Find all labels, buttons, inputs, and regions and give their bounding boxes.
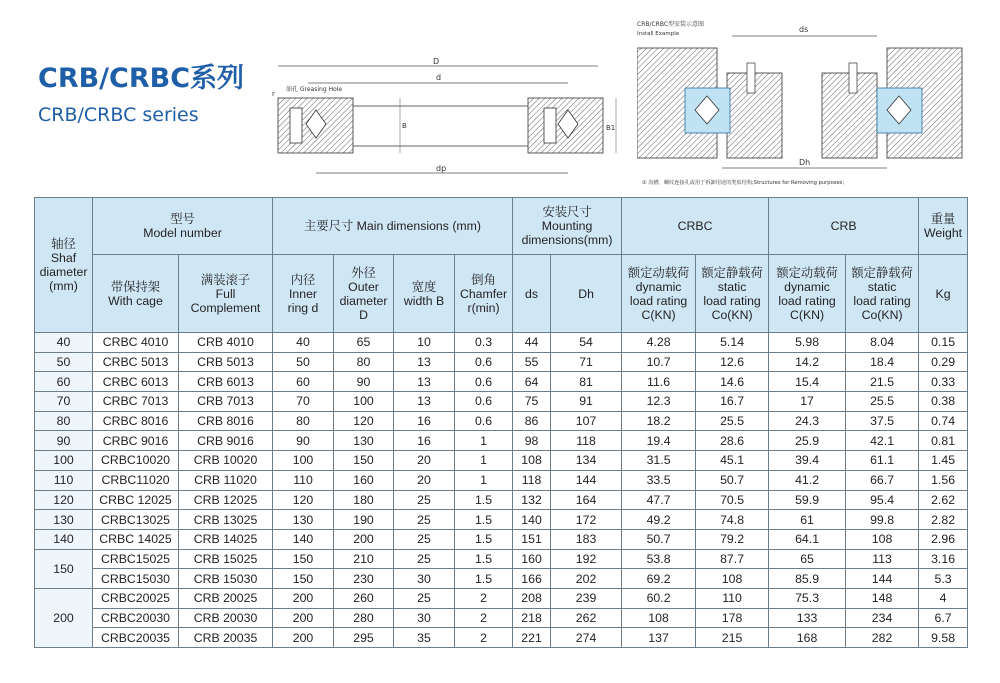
cell-shaft: 140 — [35, 529, 93, 549]
cell-crbc-c: 11.6 — [622, 372, 696, 392]
cell-crb-c: 75.3 — [769, 588, 846, 608]
cell-d: 110 — [273, 470, 334, 490]
cell-r: 1 — [455, 470, 513, 490]
label-r: r — [272, 90, 275, 98]
cell-crbc-co: 108 — [696, 569, 769, 589]
cell-crb-c: 15.4 — [769, 372, 846, 392]
install-caption-en: Install Example — [637, 31, 680, 37]
cell-d: 230 — [334, 569, 394, 589]
table-row — [35, 529, 968, 549]
cell-crb-co: 21.5 — [846, 372, 919, 392]
cell-kg: 2.82 — [919, 510, 968, 530]
cell-crb-c: 65 — [769, 549, 846, 569]
cell-cage: CRBC20025 — [93, 588, 179, 608]
cell-d: 200 — [273, 608, 334, 628]
cell-dh: 81 — [551, 372, 622, 392]
cell-full: CRB 20030 — [179, 608, 273, 628]
cell-crb-c: 25.9 — [769, 431, 846, 451]
cell-crb-c: 14.2 — [769, 352, 846, 372]
header-mounting-dimensions: 安装尺寸 Mounting dimensions(mm) — [513, 198, 622, 255]
cell-b: 25 — [394, 510, 455, 530]
cell-d: 200 — [334, 529, 394, 549]
cell-r: 0.3 — [455, 333, 513, 353]
cell-crbc-c: 10.7 — [622, 352, 696, 372]
table-row — [35, 411, 968, 431]
table-row — [35, 372, 968, 392]
header-weight: 重量 Weight — [919, 198, 968, 255]
cell-crbc-c: 31.5 — [622, 451, 696, 471]
cell-ds: 98 — [513, 431, 551, 451]
header-width: 宽度 width B — [394, 255, 455, 333]
label-dp: dp — [436, 164, 447, 173]
cell-d: 120 — [334, 411, 394, 431]
cell-dh: 71 — [551, 352, 622, 372]
cell-crb-c: 5.98 — [769, 333, 846, 353]
cell-cage: CRBC15025 — [93, 549, 179, 569]
cell-ds: 160 — [513, 549, 551, 569]
cell-full: CRB 7013 — [179, 392, 273, 412]
cell-d: 150 — [334, 451, 394, 471]
cell-crbc-co: 87.7 — [696, 549, 769, 569]
cell-cage: CRBC 5013 — [93, 352, 179, 372]
cell-d: 80 — [334, 352, 394, 372]
cell-crbc-c: 137 — [622, 628, 696, 648]
header-model-number: 型号 Model number — [93, 198, 273, 255]
table-row — [35, 588, 968, 608]
cell-d: 130 — [334, 431, 394, 451]
cell-crbc-co: 16.7 — [696, 392, 769, 412]
cell-crb-c: 133 — [769, 608, 846, 628]
cell-b: 35 — [394, 628, 455, 648]
cell-crb-co: 148 — [846, 588, 919, 608]
page-title: CRB/CRBC系列 — [38, 63, 245, 94]
cell-crbc-co: 25.5 — [696, 411, 769, 431]
cell-r: 1 — [455, 451, 513, 471]
cell-crb-c: 41.2 — [769, 470, 846, 490]
cell-kg: 2.62 — [919, 490, 968, 510]
cell-d: 280 — [334, 608, 394, 628]
cell-shaft: 70 — [35, 392, 93, 412]
table-row — [35, 352, 968, 372]
cell-crbc-co: 178 — [696, 608, 769, 628]
header-chamfer: 倒角 Chamfer r(min) — [455, 255, 513, 333]
cell-r: 2 — [455, 588, 513, 608]
cell-crbc-co: 70.5 — [696, 490, 769, 510]
table-row — [35, 510, 968, 530]
cell-dh: 164 — [551, 490, 622, 510]
header-dh: Dh — [551, 255, 622, 333]
cell-b: 25 — [394, 490, 455, 510]
cell-shaft: 90 — [35, 431, 93, 451]
cell-d: 200 — [273, 628, 334, 648]
header-inner-ring: 内径 Inner ring d — [273, 255, 334, 333]
cell-cage: CRBC20035 — [93, 628, 179, 648]
header-crb: CRB — [769, 198, 919, 255]
cell-ds: 108 — [513, 451, 551, 471]
cell-crbc-c: 49.2 — [622, 510, 696, 530]
cell-ds: 221 — [513, 628, 551, 648]
cell-crb-co: 42.1 — [846, 431, 919, 451]
cell-shaft: 110 — [35, 470, 93, 490]
cell-full: CRB 6013 — [179, 372, 273, 392]
cell-crb-c: 24.3 — [769, 411, 846, 431]
cell-r: 1.5 — [455, 510, 513, 530]
cell-d: 40 — [273, 333, 334, 353]
cell-d: 210 — [334, 549, 394, 569]
label-D: D — [433, 58, 440, 66]
header-crbc: CRBC — [622, 198, 769, 255]
cell-r: 0.6 — [455, 392, 513, 412]
cell-crbc-c: 60.2 — [622, 588, 696, 608]
cell-ds: 55 — [513, 352, 551, 372]
cell-shaft: 50 — [35, 352, 93, 372]
cell-r: 2 — [455, 608, 513, 628]
cell-ds: 64 — [513, 372, 551, 392]
cell-crbc-c: 47.7 — [622, 490, 696, 510]
cell-kg: 9.58 — [919, 628, 968, 648]
table-row — [35, 451, 968, 471]
header-full-complement: 满装滚子 Full Complement — [179, 255, 273, 333]
cell-dh: 118 — [551, 431, 622, 451]
cell-d: 60 — [273, 372, 334, 392]
cell-dh: 54 — [551, 333, 622, 353]
cell-ds: 151 — [513, 529, 551, 549]
cell-cage: CRBC 4010 — [93, 333, 179, 353]
cell-b: 13 — [394, 372, 455, 392]
header-kg: Kg — [919, 255, 968, 333]
cell-crb-co: 282 — [846, 628, 919, 648]
table-row — [35, 431, 968, 451]
cell-crbc-c: 53.8 — [622, 549, 696, 569]
cell-cage: CRBC 12025 — [93, 490, 179, 510]
cell-kg: 1.56 — [919, 470, 968, 490]
cell-dh: 192 — [551, 549, 622, 569]
cell-dh: 262 — [551, 608, 622, 628]
specification-table — [34, 197, 968, 648]
cell-dh: 274 — [551, 628, 622, 648]
cell-full: CRB 4010 — [179, 333, 273, 353]
cell-cage: CRBC15030 — [93, 569, 179, 589]
header-crb-dynamic: 额定动载荷 dynamic load rating C(KN) — [769, 255, 846, 333]
cell-crb-co: 144 — [846, 569, 919, 589]
cell-crbc-c: 4.28 — [622, 333, 696, 353]
cell-dh: 202 — [551, 569, 622, 589]
cell-crbc-c: 108 — [622, 608, 696, 628]
cell-kg: 3.16 — [919, 549, 968, 569]
label-d: d — [436, 73, 442, 82]
cell-ds: 86 — [513, 411, 551, 431]
cell-d: 90 — [334, 372, 394, 392]
cell-b: 25 — [394, 588, 455, 608]
cell-kg: 1.45 — [919, 451, 968, 471]
cell-crbc-co: 215 — [696, 628, 769, 648]
cell-full: CRB 20035 — [179, 628, 273, 648]
cell-b: 20 — [394, 470, 455, 490]
label-B: B — [402, 122, 407, 130]
cell-crb-co: 99.8 — [846, 510, 919, 530]
header-outer-diameter: 外径 Outer diameter D — [334, 255, 394, 333]
cell-b: 16 — [394, 431, 455, 451]
grease-hole-label: 油孔 Greasing Hole — [286, 86, 343, 93]
cell-d: 150 — [273, 569, 334, 589]
cell-r: 0.6 — [455, 411, 513, 431]
cell-ds: 44 — [513, 333, 551, 353]
cell-cage: CRBC13025 — [93, 510, 179, 530]
page-subtitle: CRB/CRBC series — [38, 104, 199, 126]
cell-r: 0.6 — [455, 372, 513, 392]
cell-crb-co: 61.1 — [846, 451, 919, 471]
cell-cage: CRBC 6013 — [93, 372, 179, 392]
cell-ds: 132 — [513, 490, 551, 510]
header-crbc-dynamic: 额定动载荷 dynamic load rating C(KN) — [622, 255, 696, 333]
cell-kg: 0.29 — [919, 352, 968, 372]
cell-r: 1.5 — [455, 490, 513, 510]
cell-shaft: 60 — [35, 372, 93, 392]
cell-b: 30 — [394, 569, 455, 589]
cell-crbc-c: 33.5 — [622, 470, 696, 490]
cell-b: 13 — [394, 392, 455, 412]
cell-crb-co: 95.4 — [846, 490, 919, 510]
cell-d: 200 — [273, 588, 334, 608]
cell-full: CRB 8016 — [179, 411, 273, 431]
cell-crbc-co: 45.1 — [696, 451, 769, 471]
cell-crbc-c: 69.2 — [622, 569, 696, 589]
cell-crbc-co: 12.6 — [696, 352, 769, 372]
cell-kg: 0.15 — [919, 333, 968, 353]
cell-shaft: 40 — [35, 333, 93, 353]
cell-cage: CRBC 9016 — [93, 431, 179, 451]
cell-kg: 2.96 — [919, 529, 968, 549]
header-ds: ds — [513, 255, 551, 333]
cell-crb-co: 108 — [846, 529, 919, 549]
cell-cage: CRBC 14025 — [93, 529, 179, 549]
cell-full: CRB 15025 — [179, 549, 273, 569]
cell-d: 140 — [273, 529, 334, 549]
cell-d: 295 — [334, 628, 394, 648]
install-caption-cn: CRB/CRBC型安装示意图 — [637, 21, 705, 28]
cell-shaft: 130 — [35, 510, 93, 530]
cell-crbc-c: 12.3 — [622, 392, 696, 412]
cell-ds: 140 — [513, 510, 551, 530]
cell-crb-c: 168 — [769, 628, 846, 648]
cell-full: CRB 11020 — [179, 470, 273, 490]
cell-crb-co: 8.04 — [846, 333, 919, 353]
label-ds: ds — [799, 25, 809, 34]
cell-d: 160 — [334, 470, 394, 490]
cell-crbc-co: 14.6 — [696, 372, 769, 392]
bearing-section-drawing — [268, 58, 628, 188]
cell-d: 120 — [273, 490, 334, 510]
cell-b: 10 — [394, 333, 455, 353]
cell-crb-c: 17 — [769, 392, 846, 412]
cell-full: CRB 9016 — [179, 431, 273, 451]
table-row — [35, 608, 968, 628]
cell-kg: 5.3 — [919, 569, 968, 589]
cell-cage: CRBC 8016 — [93, 411, 179, 431]
cell-d: 100 — [273, 451, 334, 471]
cell-kg: 0.33 — [919, 372, 968, 392]
cell-crb-c: 59.9 — [769, 490, 846, 510]
cell-crb-co: 113 — [846, 549, 919, 569]
table-row — [35, 549, 968, 569]
cell-d: 50 — [273, 352, 334, 372]
cell-crb-c: 61 — [769, 510, 846, 530]
cell-ds: 75 — [513, 392, 551, 412]
cell-crb-c: 85.9 — [769, 569, 846, 589]
label-Dh: Dh — [799, 158, 811, 167]
cell-r: 0.6 — [455, 352, 513, 372]
install-footnote: ① 沟槽、螺纹连接孔或用于拆卸用途的类似结构;Structures for Removing purposes; — [642, 180, 845, 186]
header-shaft-diameter: 轴径 Shaf diameter (mm) — [35, 198, 93, 333]
cell-crbc-co: 74.8 — [696, 510, 769, 530]
cell-dh: 144 — [551, 470, 622, 490]
cell-kg: 0.74 — [919, 411, 968, 431]
cell-dh: 134 — [551, 451, 622, 471]
cell-b: 25 — [394, 529, 455, 549]
cell-full: CRB 12025 — [179, 490, 273, 510]
cell-crb-co: 37.5 — [846, 411, 919, 431]
cell-crb-co: 66.7 — [846, 470, 919, 490]
cell-d: 180 — [334, 490, 394, 510]
cell-full: CRB 5013 — [179, 352, 273, 372]
cell-ds: 208 — [513, 588, 551, 608]
cell-dh: 239 — [551, 588, 622, 608]
cell-r: 1 — [455, 431, 513, 451]
cell-dh: 91 — [551, 392, 622, 412]
header-with-cage: 带保持架 With cage — [93, 255, 179, 333]
cell-crb-co: 25.5 — [846, 392, 919, 412]
cell-d: 130 — [273, 510, 334, 530]
label-B1: B1 — [606, 124, 616, 132]
cell-shaft: 80 — [35, 411, 93, 431]
cell-full: CRB 20025 — [179, 588, 273, 608]
table-row — [35, 392, 968, 412]
table-row — [35, 569, 968, 589]
table-row — [35, 628, 968, 648]
cell-kg: 0.38 — [919, 392, 968, 412]
cell-crbc-co: 50.7 — [696, 470, 769, 490]
cell-dh: 183 — [551, 529, 622, 549]
cell-d: 260 — [334, 588, 394, 608]
cell-r: 1.5 — [455, 549, 513, 569]
cell-b: 20 — [394, 451, 455, 471]
cell-full: CRB 14025 — [179, 529, 273, 549]
cell-shaft: 150 — [35, 549, 93, 588]
cell-d: 90 — [273, 431, 334, 451]
cell-kg: 4 — [919, 588, 968, 608]
cell-dh: 172 — [551, 510, 622, 530]
cell-b: 13 — [394, 352, 455, 372]
header-main-dimensions: 主要尺寸 Main dimensions (mm) — [273, 198, 513, 255]
cell-b: 30 — [394, 608, 455, 628]
cell-b: 16 — [394, 411, 455, 431]
cell-shaft: 100 — [35, 451, 93, 471]
cell-crbc-c: 19.4 — [622, 431, 696, 451]
cell-cage: CRBC20030 — [93, 608, 179, 628]
cell-crb-c: 64.1 — [769, 529, 846, 549]
cell-ds: 218 — [513, 608, 551, 628]
header-crb-static: 额定静载荷 static load rating Co(KN) — [846, 255, 919, 333]
cell-ds: 166 — [513, 569, 551, 589]
cell-d: 70 — [273, 392, 334, 412]
cell-shaft: 200 — [35, 588, 93, 647]
cell-b: 25 — [394, 549, 455, 569]
cell-r: 2 — [455, 628, 513, 648]
header-crbc-static: 额定静载荷 static load rating Co(KN) — [696, 255, 769, 333]
cell-crb-co: 18.4 — [846, 352, 919, 372]
cell-d: 80 — [273, 411, 334, 431]
install-example-drawing — [637, 18, 967, 190]
cell-r: 1.5 — [455, 529, 513, 549]
cell-crbc-co: 79.2 — [696, 529, 769, 549]
cell-full: CRB 10020 — [179, 451, 273, 471]
cell-crbc-co: 28.6 — [696, 431, 769, 451]
cell-crbc-c: 18.2 — [622, 411, 696, 431]
cell-cage: CRBC10020 — [93, 451, 179, 471]
cell-crbc-co: 110 — [696, 588, 769, 608]
cell-crbc-co: 5.14 — [696, 333, 769, 353]
cell-d: 65 — [334, 333, 394, 353]
cell-full: CRB 15030 — [179, 569, 273, 589]
cell-kg: 0.81 — [919, 431, 968, 451]
cell-full: CRB 13025 — [179, 510, 273, 530]
cell-d: 190 — [334, 510, 394, 530]
table-row — [35, 490, 968, 510]
cell-dh: 107 — [551, 411, 622, 431]
table-row — [35, 470, 968, 490]
cell-d: 100 — [334, 392, 394, 412]
table-row — [35, 333, 968, 353]
cell-cage: CRBC11020 — [93, 470, 179, 490]
cell-ds: 118 — [513, 470, 551, 490]
cell-kg: 6.7 — [919, 608, 968, 628]
cell-cage: CRBC 7013 — [93, 392, 179, 412]
cell-crbc-c: 50.7 — [622, 529, 696, 549]
cell-shaft: 120 — [35, 490, 93, 510]
cell-crb-co: 234 — [846, 608, 919, 628]
cell-d: 150 — [273, 549, 334, 569]
cell-crb-c: 39.4 — [769, 451, 846, 471]
cell-r: 1.5 — [455, 569, 513, 589]
